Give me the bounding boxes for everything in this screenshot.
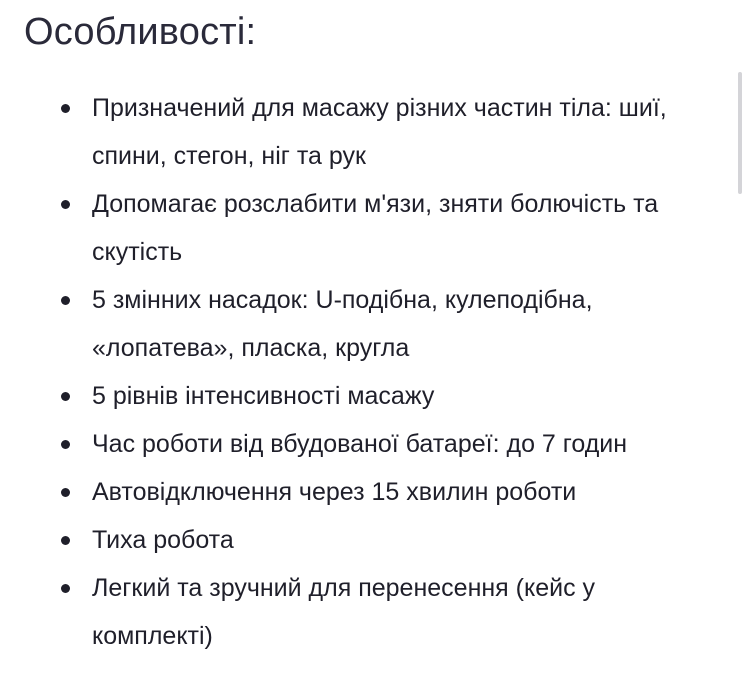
feature-text: Час роботи від вбудованої батареї: до 7 годин — [92, 430, 628, 458]
list-item — [0, 564, 730, 660]
feature-text: Допомагає розслабити м'язи, зняти болючість та скутість — [92, 190, 659, 266]
bullet-icon — [61, 392, 70, 401]
bullet-icon — [61, 104, 70, 113]
bullet-icon — [61, 296, 70, 305]
feature-text: Призначений для масажу різних частин тіла: шиї, спини, стегон, ніг та рук — [92, 94, 667, 170]
feature-text: Тиха робота — [92, 526, 234, 554]
scrollbar-thumb[interactable] — [738, 72, 742, 194]
bullet-icon — [61, 488, 70, 497]
list-item — [0, 180, 730, 276]
bullet-icon — [61, 536, 70, 545]
feature-text: 5 рівнів інтенсивності масажу — [92, 382, 435, 410]
bullet-icon — [61, 440, 70, 449]
list-item — [0, 84, 730, 180]
list-item — [0, 420, 730, 468]
feature-text: Легкий та зручний для перенесення (кейс у комплекті) — [92, 574, 596, 650]
bullet-icon — [61, 200, 70, 209]
feature-text: 5 змінних насадок: U-подібна, кулеподібна, «лопатева», пласка, кругла — [92, 286, 593, 362]
list-item — [0, 516, 730, 564]
section-heading: Особливості: — [24, 11, 257, 53]
list-item — [0, 372, 730, 420]
feature-list — [0, 84, 730, 660]
list-item — [0, 276, 730, 372]
bullet-icon — [61, 584, 70, 593]
list-item — [0, 468, 730, 516]
feature-text: Автовідключення через 15 хвилин роботи — [92, 478, 577, 506]
